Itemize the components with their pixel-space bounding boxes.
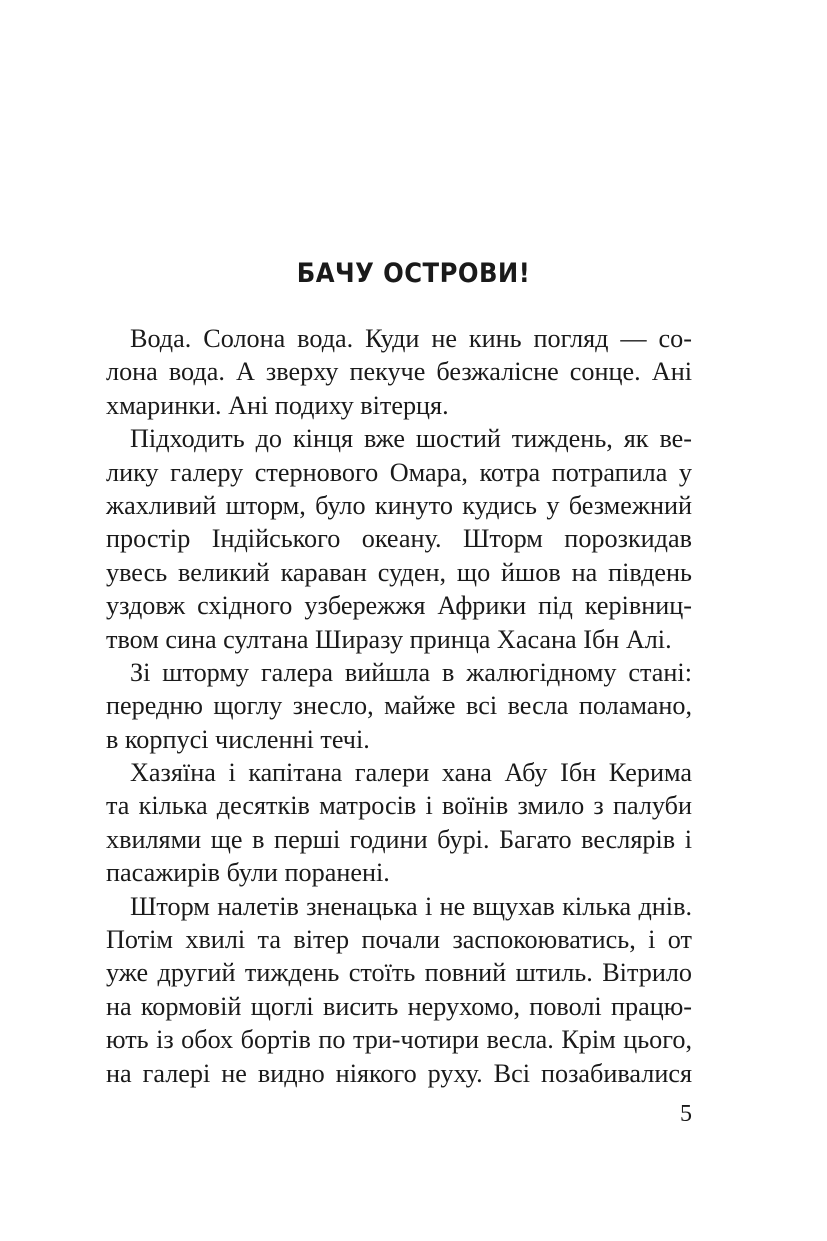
text-line: Потім хвилі та вітер почали заспокоюватись, і от <box>106 925 692 955</box>
text-line: увесь великий караван суден, що йшов на південь <box>106 557 692 587</box>
text-line: Шторм налетів зненацька і не вщухав кілька днів. <box>130 891 692 921</box>
paragraph-2 <box>106 422 692 656</box>
text-line: та кілька десятків матросів і воїнів змило з палуби <box>106 791 692 821</box>
chapter-title: БАЧУ ОСТРОВИ! <box>296 258 531 289</box>
text-line: в корпусі численні течі. <box>106 724 370 754</box>
text-line: Зі шторму галера вийшла в жалюгідному стані: <box>130 657 692 687</box>
text-line: уздовж східного узбережжя Африки під керівниц- <box>106 591 692 621</box>
text-line: лику галеру стернового Омара, котра потрапила у <box>106 457 692 487</box>
text-line: жахливий шторм, було кинуто кудись у безмежний <box>106 490 692 520</box>
text-line: на галері не видно ніякого руху. Всі позабивалися <box>106 1058 692 1088</box>
text-line: лона вода. А зверху пекуче безжалісне сонце. Ані <box>106 357 692 387</box>
text-line: пасажирів були поранені. <box>106 858 390 888</box>
text-line: хвилями ще в перші години бурі. Багато веслярів і <box>106 824 692 854</box>
text-line: твом сина султана Ширазу принца Хасана Ібн Алі. <box>106 624 672 654</box>
text-line: передню щоглу знесло, майже всі весла поламано, <box>106 691 692 721</box>
paragraph-5 <box>106 890 692 1090</box>
text-line: Підходить до кінця вже шостий тиждень, як ве- <box>130 424 692 454</box>
text-line: на кормовій щоглі висить нерухомо, поволі працю- <box>106 991 692 1021</box>
paragraph-3 <box>106 656 692 756</box>
text-line: хмаринки. Ані подиху вітерця. <box>106 390 449 420</box>
text-line: уже другий тиждень стоїть повний штиль. Вітрило <box>106 958 692 988</box>
text-line: Вода. Солона вода. Куди не кинь погляд — со- <box>130 324 692 353</box>
paragraph-4 <box>106 756 692 890</box>
paragraph-1 <box>106 322 692 422</box>
text-line: простір Індійського океану. Шторм порозкидав <box>106 524 692 554</box>
body-text <box>106 322 692 1090</box>
text-line: Хазяїна і капітана галери хана Абу Ібн Керима <box>130 758 692 788</box>
page-number: 5 <box>680 1101 692 1127</box>
text-line: ють із обох бортів по три-чотири весла. Крім цього, <box>106 1025 692 1055</box>
